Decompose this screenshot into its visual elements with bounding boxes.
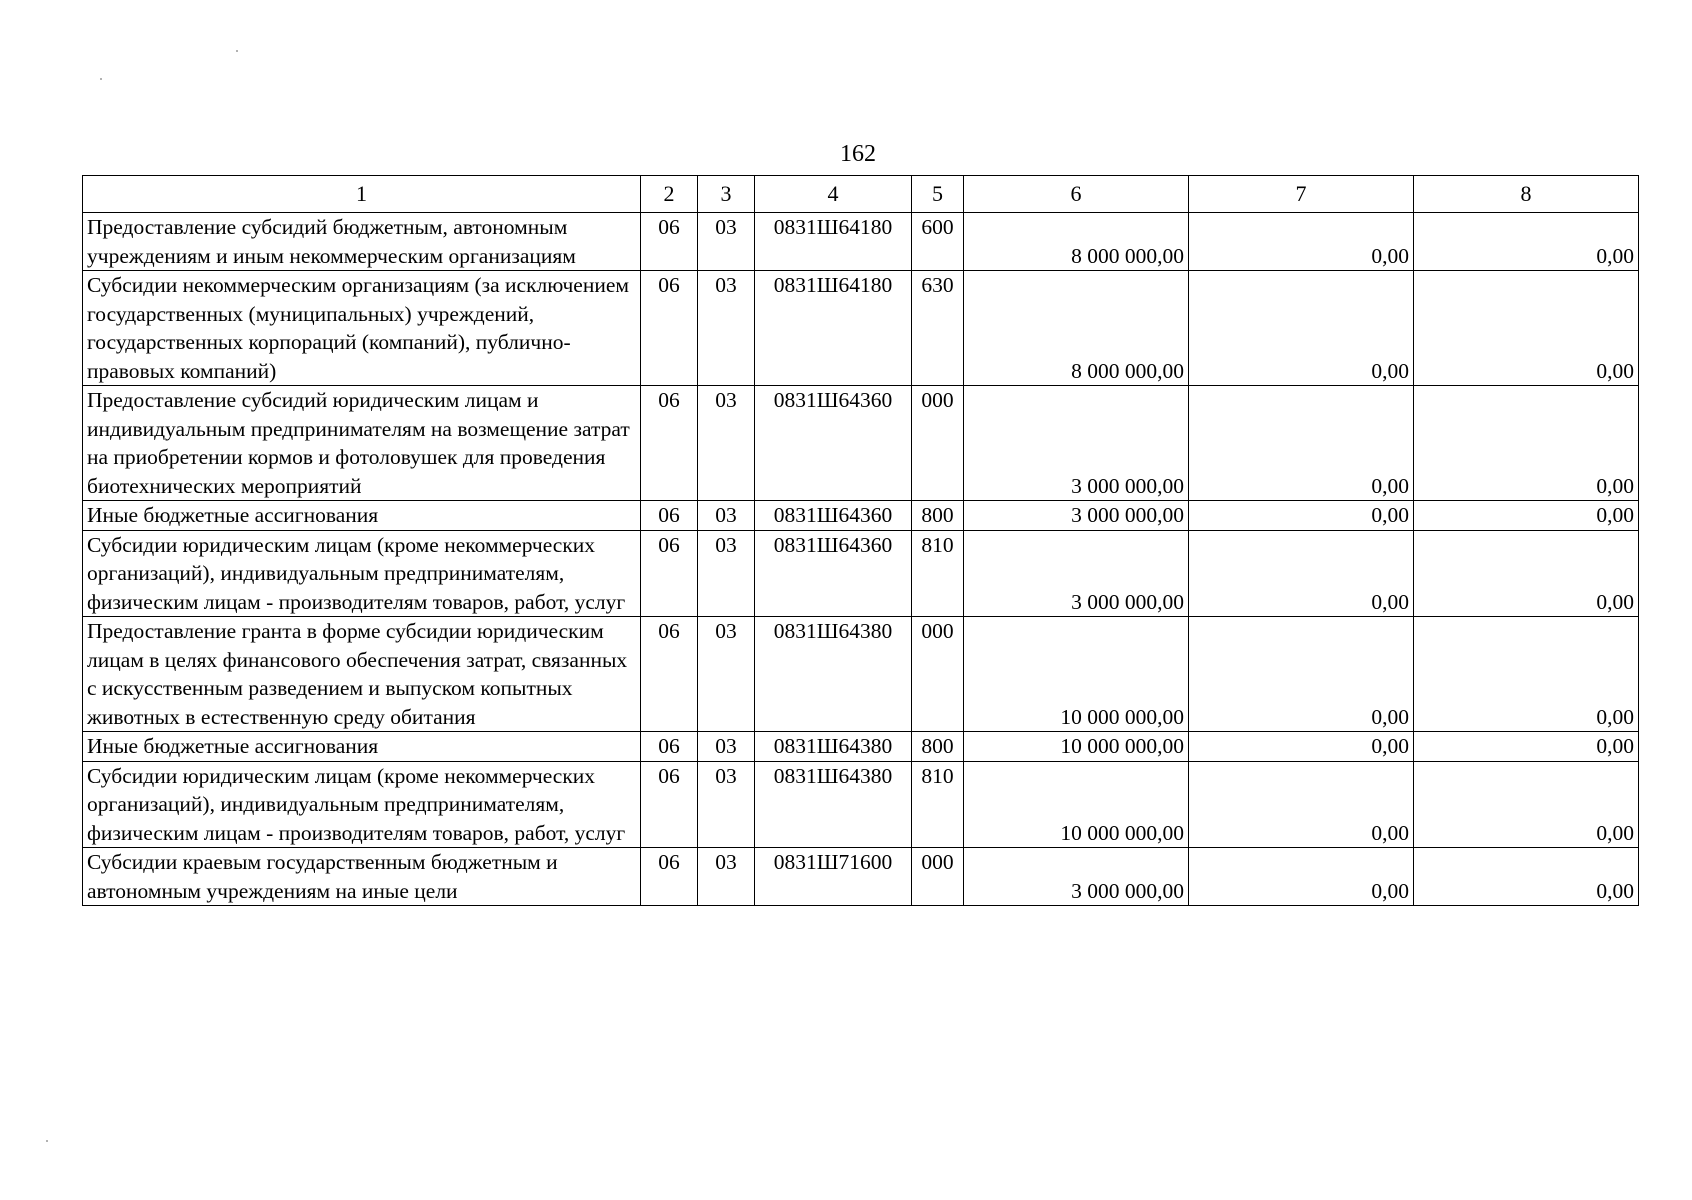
amount-col6: 10 000 000,00 <box>964 732 1189 762</box>
amount-col7: 0,00 <box>1189 386 1414 501</box>
subsection-code: 03 <box>698 617 755 732</box>
expense-type-code: 000 <box>912 848 964 906</box>
amount-col8: 0,00 <box>1414 501 1639 531</box>
column-header: 6 <box>964 176 1189 213</box>
column-header: 2 <box>641 176 698 213</box>
scan-speck <box>236 50 238 52</box>
header-row <box>83 176 1639 213</box>
expense-type-code: 630 <box>912 271 964 386</box>
section-code: 06 <box>641 386 698 501</box>
amount-col7: 0,00 <box>1189 271 1414 386</box>
amount-col6: 8 000 000,00 <box>964 213 1189 271</box>
target-article-code: 0831Ш64380 <box>755 617 912 732</box>
subsection-code: 03 <box>698 530 755 617</box>
expense-type-code: 810 <box>912 761 964 848</box>
table-row <box>83 617 1639 732</box>
amount-col8: 0,00 <box>1414 848 1639 906</box>
section-code: 06 <box>641 530 698 617</box>
column-header: 3 <box>698 176 755 213</box>
amount-col7: 0,00 <box>1189 213 1414 271</box>
target-article-code: 0831Ш64360 <box>755 501 912 531</box>
row-name: Иные бюджетные ассигнования <box>83 501 641 531</box>
target-article-code: 0831Ш64180 <box>755 271 912 386</box>
row-name: Субсидии некоммерческим организациям (за исключением государственных (муниципальных) учреждений, государственных корпораций (компаний), публично-правовых компаний) <box>83 271 641 386</box>
amount-col6: 3 000 000,00 <box>964 386 1189 501</box>
table-row <box>83 732 1639 762</box>
row-name: Иные бюджетные ассигнования <box>83 732 641 762</box>
budget-table <box>82 175 1639 906</box>
amount-col8: 0,00 <box>1414 213 1639 271</box>
amount-col8: 0,00 <box>1414 530 1639 617</box>
target-article-code: 0831Ш64360 <box>755 386 912 501</box>
page-number: 162 <box>840 141 876 167</box>
expense-type-code: 800 <box>912 732 964 762</box>
section-code: 06 <box>641 213 698 271</box>
subsection-code: 03 <box>698 501 755 531</box>
amount-col6: 10 000 000,00 <box>964 761 1189 848</box>
table-row <box>83 501 1639 531</box>
table-row <box>83 271 1639 386</box>
amount-col7: 0,00 <box>1189 761 1414 848</box>
amount-col6: 3 000 000,00 <box>964 501 1189 531</box>
amount-col7: 0,00 <box>1189 530 1414 617</box>
expense-type-code: 600 <box>912 213 964 271</box>
section-code: 06 <box>641 848 698 906</box>
amount-col6: 8 000 000,00 <box>964 271 1189 386</box>
target-article-code: 0831Ш64180 <box>755 213 912 271</box>
amount-col8: 0,00 <box>1414 732 1639 762</box>
expense-type-code: 000 <box>912 617 964 732</box>
column-header: 1 <box>83 176 641 213</box>
row-name: Предоставление гранта в форме субсидии юридическим лицам в целях финансового обеспечения затрат, связанных с искусственным разведением и выпуском копытных животных в естественную среду обитания <box>83 617 641 732</box>
table-row <box>83 386 1639 501</box>
subsection-code: 03 <box>698 848 755 906</box>
column-header: 8 <box>1414 176 1639 213</box>
table-row <box>83 848 1639 906</box>
row-name: Предоставление субсидий бюджетным, автономным учреждениям и иным некоммерческим организациям <box>83 213 641 271</box>
row-name: Субсидии краевым государственным бюджетным и автономным учреждениям на иные цели <box>83 848 641 906</box>
target-article-code: 0831Ш64380 <box>755 732 912 762</box>
expense-type-code: 810 <box>912 530 964 617</box>
subsection-code: 03 <box>698 213 755 271</box>
scan-speck <box>46 1140 48 1142</box>
amount-col8: 0,00 <box>1414 386 1639 501</box>
amount-col7: 0,00 <box>1189 732 1414 762</box>
expense-type-code: 000 <box>912 386 964 501</box>
amount-col8: 0,00 <box>1414 617 1639 732</box>
row-name: Предоставление субсидий юридическим лицам и индивидуальным предпринимателям на возмещение затрат на приобретении кормов и фотоловушек для проведения биотехнических мероприятий <box>83 386 641 501</box>
expense-type-code: 800 <box>912 501 964 531</box>
amount-col8: 0,00 <box>1414 761 1639 848</box>
subsection-code: 03 <box>698 271 755 386</box>
amount-col8: 0,00 <box>1414 271 1639 386</box>
subsection-code: 03 <box>698 761 755 848</box>
table-row <box>83 761 1639 848</box>
amount-col7: 0,00 <box>1189 617 1414 732</box>
target-article-code: 0831Ш64360 <box>755 530 912 617</box>
subsection-code: 03 <box>698 732 755 762</box>
amount-col6: 3 000 000,00 <box>964 530 1189 617</box>
section-code: 06 <box>641 732 698 762</box>
amount-col6: 10 000 000,00 <box>964 617 1189 732</box>
target-article-code: 0831Ш71600 <box>755 848 912 906</box>
amount-col7: 0,00 <box>1189 848 1414 906</box>
column-header: 7 <box>1189 176 1414 213</box>
subsection-code: 03 <box>698 386 755 501</box>
column-header: 5 <box>912 176 964 213</box>
amount-col7: 0,00 <box>1189 501 1414 531</box>
section-code: 06 <box>641 501 698 531</box>
section-code: 06 <box>641 271 698 386</box>
table-row <box>83 530 1639 617</box>
scan-speck <box>100 78 102 80</box>
row-name: Субсидии юридическим лицам (кроме некоммерческих организаций), индивидуальным предпринимателям, физическим лицам - производителям товаров, работ, услуг <box>83 761 641 848</box>
column-header: 4 <box>755 176 912 213</box>
row-name: Субсидии юридическим лицам (кроме некоммерческих организаций), индивидуальным предпринимателям, физическим лицам - производителям товаров, работ, услуг <box>83 530 641 617</box>
section-code: 06 <box>641 617 698 732</box>
target-article-code: 0831Ш64380 <box>755 761 912 848</box>
amount-col6: 3 000 000,00 <box>964 848 1189 906</box>
table-row <box>83 213 1639 271</box>
section-code: 06 <box>641 761 698 848</box>
